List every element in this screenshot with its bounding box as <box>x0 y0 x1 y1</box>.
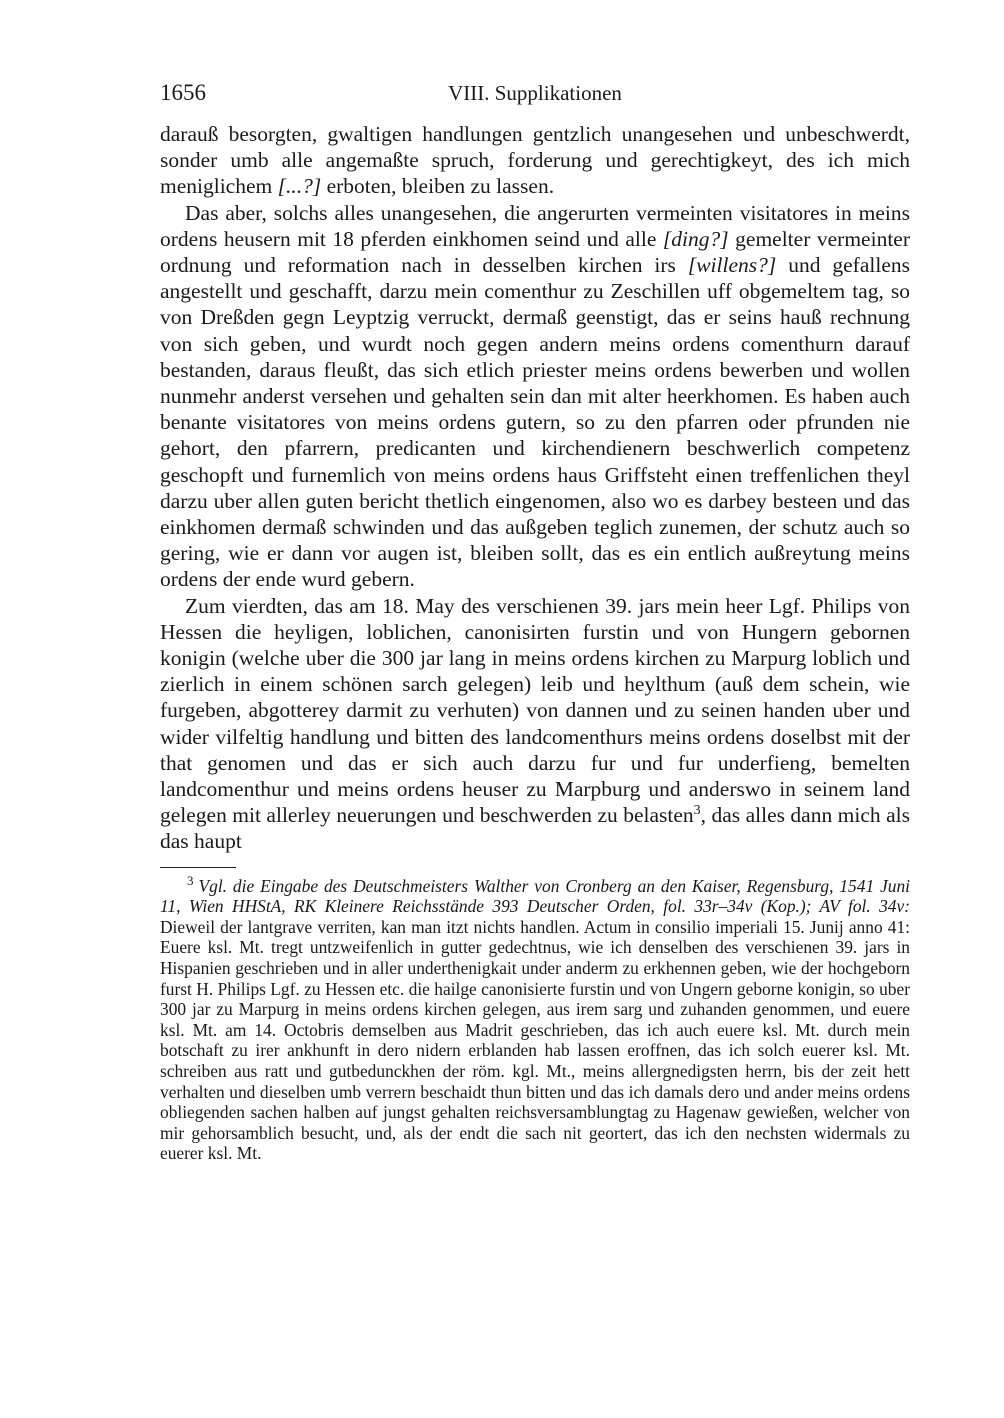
paragraph-2-text-c: und gefallens angestellt und geschafft, darzu mein comenthur zu Zeschillen uff obgemeltem tag, so von Dreßden gegn Leyptzig verruckt, dermaß geenstigt, das er seins hauß rechnung von sich geben, und wurdt noch gegen andern meins ordens comenthurn darauf bestanden, daraus fleußt, das sich etlich priester meins ordens bewerben und wollen nunmehr anderst versehen und gehalten sein dan mit alter heerkhomen. Es haben auch benante visitatores von meins ordens gutern, so zu den pfarren oder pfrunden nie gehort, den pfarrern, predicanten und kirchendienern beschwerlich competenz geschopft und furnemlich von meins ordens haus Griffsteht einen treffenlichen theyl darzu uber allen guten bericht thetlich eingenomen, also wo es darbey besteen und das einkhomen dermaß schwinden und das außgeben teglich zunemen, der schutz auch so gering, wie er dann vor augen ist, bleiben sollt, das es ein entlich außreytung meins ordens der ende wurd gebern. <box>160 253 910 592</box>
footnote-reference[interactable]: 3 <box>693 803 701 819</box>
paragraph-1-text-a: darauß besorgten, gwaltigen handlungen gentzlich unangesehen und unbeschwerdt, sonder umb alle angemaßte spruch, forderung und gerechtigkeyt, des ich mich meniglichem <box>160 122 910 199</box>
footnote-number: 3 <box>187 872 194 888</box>
paragraph-1-text-b: erboten, bleiben zu lassen. <box>321 174 555 199</box>
page-number: 1656 <box>160 80 206 105</box>
paragraph-3-text-a: Zum vierdten, das am 18. May des verschienen 39. jars mein heer Lgf. Philips von Hessen die heyligen, loblichen, canonisirten furstin und von Hungern gebornen konigin (welche uber die 300 jar lang in meins ordens kirchen zu Marpurg loblich und zierlich in einem schönen sarch gelegen) leib und heylthum (auß dem schein, wie furgeben, abgotterey darmit zu verhuten) von dannen und zu seinen handen uber und wider vilfeltig handlung und bitten des landcomenthurs meins ordens doselbst mit der that genomen und das er sich auch darzu fur und fur underfieng, bemelten landcomenthur und meins ordens heuser zu Marpburg und anderswo in seinem land gelegen mit allerley neuerungen und beschwerden zu belasten <box>160 593 910 828</box>
footnote-citation: Vgl. die Eingabe des Deutschmeisters Walther von Cronberg an den Kaiser, Regensburg, 1541 Juni 11, Wien HHStA, RK Kleinere Reichsstände 393 Deutscher Orden, fol. 33r–34v (Kop.); AV fol. 34v: <box>160 875 910 917</box>
paragraph-3 <box>160 593 910 855</box>
footnote-3 <box>160 872 910 1164</box>
paragraph-2-editorial-note-1: [ding?] <box>662 226 729 251</box>
paragraph-3-text-b: , das alles dann mich als das haupt <box>160 803 910 854</box>
paragraph-1 <box>160 121 910 200</box>
footnote-text: Dieweil der lantgrave verriten, kan man itzt nichts handlen. Actum in consilio imperiali 15. Junij anno 41: Euere ksl. Mt. tregt untzweifenlich in gutter gedechtnus, wie ich denselben des verschienen 39. jars in Hispanien geschrieben und in aller underthenigkait under anderm zu erkhennen geben, wie der hochgeborn furst H. Philips Lgf. zu Hessen etc. die hailge canonisierte furstin und von Ungern geborne konigin, so uber 300 jar zu Marpurg in meins ordens kirchen gelegen, aus irem sarg und zuhanden genommen, und euere ksl. Mt. am 14. Octobris demselben aus Madrit geschrieben, das ich auch euere ksl. Mt. durch mein botschaft zu irer ankhunft in dero nidern erblanden hab lassen eroffnen, das ich solch euerer ksl. Mt. schreiben aus ratt und gutbedunckhen der röm. kgl. Mt., meins allergnedigsten herrn, bis der zeit hett verhalten und dieselben umb verrern beschaidt thun bitten und das ich damals dero und ander meins ordens obliegenden sachen halben auf jungst gehalten reichsversamblungtag zu Hagenaw gewießen, welcher von mir gehorsamblich besucht, und, als der endt die sach nit geortert, das ich den nechsten widermals zu euerer ksl. Mt. <box>160 916 910 1164</box>
paragraph-2 <box>160 200 910 593</box>
main-text <box>160 121 910 855</box>
paragraph-1-editorial-note: [...?] <box>277 174 322 199</box>
running-title: VIII. Supplikationen <box>448 81 622 105</box>
paragraph-2-text-b: gemelter vermeinter ordnung und reformation nach in desselben kirchen irs <box>160 226 910 278</box>
paragraph-2-editorial-note-2: [willens?] <box>687 253 777 278</box>
page <box>160 78 910 1164</box>
footnote-divider <box>160 867 236 868</box>
paragraph-2-text-a: Das aber, solchs alles unangesehen, die angerurten vermeinten visitatores in meins ordens heusern mit 18 pferden einkhomen seind und alle <box>160 200 910 251</box>
running-head <box>160 78 910 108</box>
